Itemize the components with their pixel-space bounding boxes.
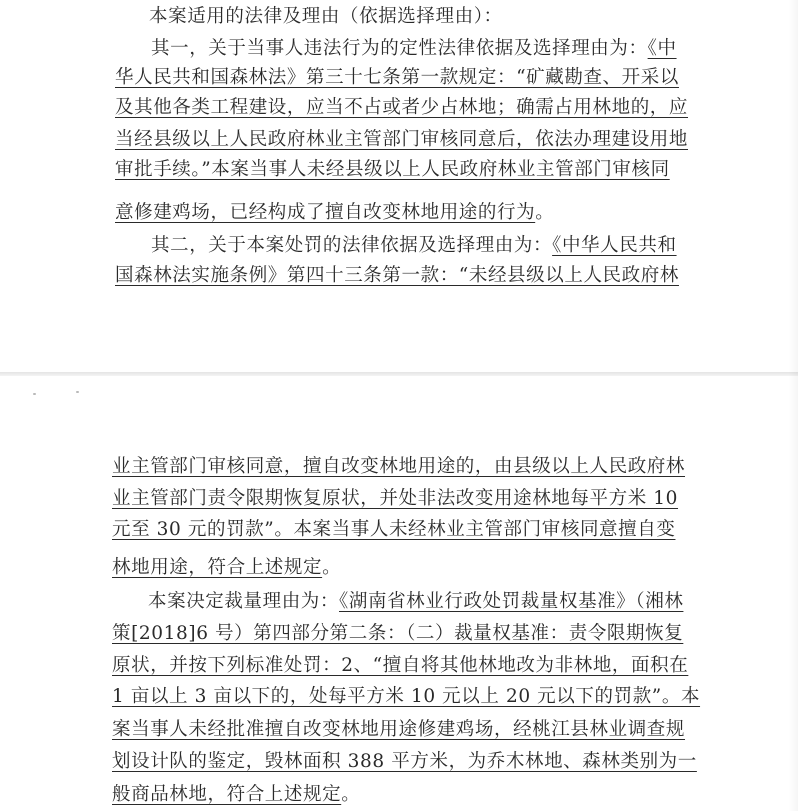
text-span: 。 bbox=[322, 557, 342, 578]
text-span: 其一，关于当事人违法行为的定性法律依据及选择理由为： bbox=[151, 38, 648, 59]
text-line bbox=[115, 94, 688, 122]
text-line bbox=[149, 3, 503, 31]
text-line bbox=[112, 453, 685, 481]
text-line bbox=[151, 232, 677, 260]
text-line bbox=[151, 35, 677, 63]
text-line bbox=[112, 620, 683, 648]
underlined-text: 意修建鸡场，已经构成了擅自改变林地用途的行为 bbox=[115, 202, 536, 223]
underlined-text: 华人民共和国森林法》第三十七条第一款规定：“矿藏勘查、开采以 bbox=[115, 67, 679, 88]
underlined-text: 般商品林地，符合上述规定 bbox=[112, 784, 342, 805]
underlined-text: 原状，并按下列标准处罚：2、“擅自将其他林地改为非林地，面积在 bbox=[112, 655, 689, 676]
underlined-text: 《湖南省林业行政处罚裁量权基准》（湘林 bbox=[339, 591, 684, 612]
text-line bbox=[112, 748, 697, 776]
text-line bbox=[112, 516, 675, 544]
underlined-text: 审批手续。”本案当事人未经县级以上人民政府林业主管部门审核同 bbox=[115, 159, 670, 180]
text-line bbox=[115, 262, 679, 290]
underlined-text: 元至 30 元的罚款”。本案当事人未经林业主管部门审核同意擅自变 bbox=[112, 519, 676, 540]
document-page-1 bbox=[0, 0, 798, 372]
underlined-text: 1 亩以上 3 亩以下的，处每平方米 10 元以上 20 元以下的罚款”。本 bbox=[112, 686, 701, 707]
text-line bbox=[115, 156, 670, 184]
underlined-text: 策[2018]6 号）第四部分第二条：（二）裁量权基准：责令限期恢复 bbox=[112, 623, 684, 644]
text-line bbox=[148, 588, 683, 616]
underlined-text: 当经县级以上人民政府林业主管部门审核同意后，依法办理建设用地 bbox=[115, 129, 689, 150]
text-line bbox=[112, 781, 360, 809]
text-span: 其二，关于本案处罚的法律依据及选择理由为： bbox=[151, 235, 553, 256]
underlined-text: 及其他各类工程建设，应当不占或者少占林地；确需占用林地的，应 bbox=[115, 97, 689, 118]
text-line bbox=[112, 683, 700, 711]
text-span: 本案适用的法律及理由（依据选择理由）： bbox=[149, 6, 503, 27]
text-line bbox=[112, 554, 341, 582]
text-line bbox=[112, 652, 688, 680]
text-span: 本案决定裁量理由为： bbox=[148, 591, 340, 612]
text-line bbox=[115, 64, 679, 92]
text-line bbox=[115, 126, 688, 154]
text-line bbox=[112, 485, 678, 513]
underlined-text: 划设计队的鉴定，毁林面积 388 平方米，为乔木林地、森林类别为一 bbox=[112, 751, 697, 772]
scan-speck bbox=[76, 391, 79, 393]
text-line bbox=[115, 199, 554, 227]
underlined-text: 国森林法实施条例》第四十三条第一款：“未经县级以上人民政府林 bbox=[115, 265, 679, 286]
underlined-text: 《中华人民共和 bbox=[552, 235, 677, 256]
text-span: 。 bbox=[535, 202, 555, 223]
document-page-2 bbox=[0, 376, 798, 811]
underlined-text: 业主管部门责令限期恢复原状，并处非法改变用途林地每平方米 10 bbox=[112, 488, 679, 509]
underlined-text: 业主管部门审核同意，擅自改变林地用途的，由县级以上人民政府林 bbox=[112, 456, 686, 477]
scan-edge-shadow bbox=[788, 0, 798, 811]
underlined-text: 《中 bbox=[647, 38, 677, 59]
underlined-text: 案当事人未经批准擅自改变林地用途修建鸡场，经桃江县林业调查规 bbox=[112, 719, 686, 740]
text-line bbox=[112, 716, 685, 744]
underlined-text: 林地用途，符合上述规定 bbox=[112, 557, 323, 578]
scan-speck bbox=[33, 393, 36, 395]
text-span: 。 bbox=[341, 784, 361, 805]
